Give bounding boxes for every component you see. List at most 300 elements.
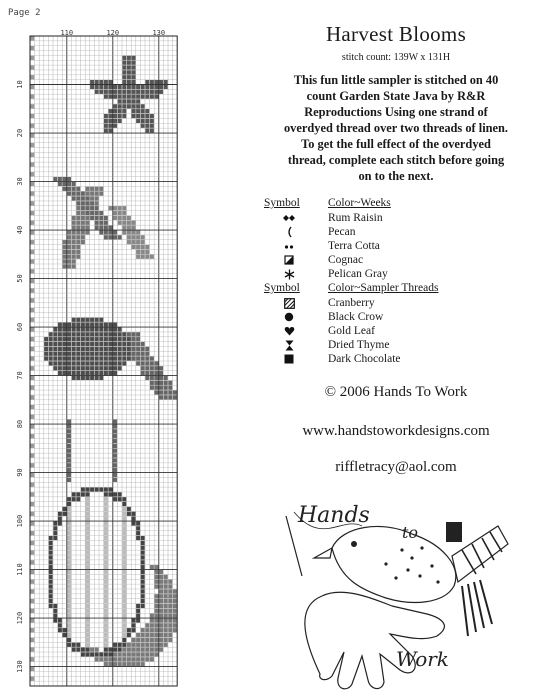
- chart-cell: [109, 662, 113, 666]
- chart-cell: [58, 623, 62, 627]
- chart-cell: [86, 318, 90, 322]
- chart-cell: [67, 638, 71, 642]
- chart-cell: [127, 352, 131, 356]
- chart-cell: [104, 497, 108, 501]
- chart-cell: [76, 221, 80, 225]
- chart-cell: [122, 657, 126, 661]
- chart-cell: [67, 478, 71, 482]
- chart-cell: [164, 614, 168, 618]
- chart-cell: [58, 327, 62, 331]
- chart-cell: [86, 614, 90, 618]
- chart-cell: [63, 352, 67, 356]
- chart-cell: [30, 201, 34, 205]
- chart-cell: [127, 85, 131, 89]
- chart-cell: [109, 230, 113, 234]
- chart-cell: [122, 104, 126, 108]
- chart-cell: [141, 662, 145, 666]
- chart-cell: [99, 361, 103, 365]
- chart-cell: [63, 259, 67, 263]
- chart-cell: [113, 211, 117, 215]
- chart-cell: [122, 536, 126, 540]
- website-link[interactable]: www.handstoworkdesigns.com: [302, 423, 490, 439]
- chart-cell: [118, 327, 122, 331]
- legend-color-header: Color~Sampler Threads: [328, 282, 439, 294]
- chart-cell: [99, 322, 103, 326]
- chart-cell: [118, 337, 122, 341]
- chart-cell: [30, 386, 34, 390]
- chart-cell: [95, 192, 99, 196]
- chart-cell: [104, 230, 108, 234]
- chart-cell: [118, 99, 122, 103]
- row-label: 30: [16, 177, 24, 186]
- chart-cell: [30, 473, 34, 477]
- chart-cell: [141, 347, 145, 351]
- chart-cell: [72, 647, 76, 651]
- chart-cell: [145, 647, 149, 651]
- chart-cell: [99, 327, 103, 331]
- chart-cell: [164, 575, 168, 579]
- chart-cell: [95, 371, 99, 375]
- chart-cell: [113, 104, 117, 108]
- chart-cell: [136, 526, 140, 530]
- chart-cell: [67, 468, 71, 472]
- chart-cell: [113, 342, 117, 346]
- chart-cell: [104, 80, 108, 84]
- chart-cell: [136, 609, 140, 613]
- legend-color-name: Gold Leaf: [328, 325, 375, 337]
- chart-cell: [136, 604, 140, 608]
- chart-cell: [95, 80, 99, 84]
- chart-cell: [30, 415, 34, 419]
- chart-cell: [159, 366, 163, 370]
- chart-cell: [113, 235, 117, 239]
- chart-cell: [118, 652, 122, 656]
- chart-cell: [118, 366, 122, 370]
- chart-cell: [145, 361, 149, 365]
- chart-cell: [49, 599, 53, 603]
- chart-cell: [63, 177, 67, 181]
- chart-cell: [72, 337, 76, 341]
- chart-cell: [30, 337, 34, 341]
- chart-cell: [136, 614, 140, 618]
- logo-word: Hands: [298, 503, 370, 528]
- chart-cell: [141, 575, 145, 579]
- chart-cell: [118, 492, 122, 496]
- chart-cell: [136, 109, 140, 113]
- chart-cell: [155, 614, 159, 618]
- chart-cell: [99, 352, 103, 356]
- chart-cell: [58, 342, 62, 346]
- chart-cell: [44, 356, 48, 360]
- chart-cell: [63, 245, 67, 249]
- chart-cell: [81, 206, 85, 210]
- chart-cell: [30, 162, 34, 166]
- chart-cell: [86, 580, 90, 584]
- chart-cell: [67, 565, 71, 569]
- legend-row: [264, 253, 530, 267]
- chart-cell: [86, 575, 90, 579]
- chart-cell: [122, 594, 126, 598]
- chart-cell: [67, 366, 71, 370]
- chart-cell: [67, 570, 71, 574]
- chart-cell: [173, 609, 177, 613]
- chart-cell: [53, 347, 57, 351]
- chart-cell: [81, 318, 85, 322]
- chart-cell: [90, 192, 94, 196]
- chart-cell: [67, 322, 71, 326]
- chart-cell: [132, 628, 136, 632]
- chart-cell: [76, 356, 80, 360]
- chart-cell: [132, 80, 136, 84]
- chart-cell: [145, 643, 149, 647]
- chart-cell: [30, 609, 34, 613]
- chart-cell: [141, 580, 145, 584]
- chart-cell: [67, 550, 71, 554]
- chart-cell: [109, 352, 113, 356]
- chart-cell: [122, 99, 126, 103]
- chart-cell: [132, 235, 136, 239]
- chart-cell: [90, 352, 94, 356]
- chart-cell: [104, 623, 108, 627]
- chart-cell: [30, 192, 34, 196]
- chart-cell: [136, 347, 140, 351]
- chart-cell: [132, 332, 136, 336]
- chart-cell: [67, 420, 71, 424]
- chart-cell: [67, 623, 71, 627]
- chart-cell: [49, 541, 53, 545]
- chart-cell: [132, 245, 136, 249]
- chart-cell: [67, 361, 71, 365]
- chart-cell: [58, 628, 62, 632]
- chart-cell: [58, 332, 62, 336]
- chart-cell: [30, 133, 34, 137]
- chart-cell: [72, 216, 76, 220]
- chart-cell: [122, 85, 126, 89]
- chart-cell: [72, 352, 76, 356]
- chart-cell: [30, 395, 34, 399]
- chart-cell: [173, 594, 177, 598]
- chart-cell: [104, 114, 108, 118]
- chart-cell: [81, 230, 85, 234]
- chart-cell: [104, 570, 108, 574]
- chart-cell: [145, 119, 149, 123]
- logo-word: Work: [396, 647, 449, 671]
- chart-cell: [141, 342, 145, 346]
- chart-cell: [53, 361, 57, 365]
- chart-cell: [150, 80, 154, 84]
- chart-cell: [49, 555, 53, 559]
- chart-cell: [104, 614, 108, 618]
- chart-cell: [118, 119, 122, 123]
- legend-color-name: Terra Cotta: [328, 240, 380, 252]
- chart-cell: [155, 638, 159, 642]
- chart-cell: [136, 633, 140, 637]
- chart-cell: [90, 347, 94, 351]
- chart-cell: [104, 541, 108, 545]
- chart-cell: [76, 361, 80, 365]
- chart-cell: [44, 337, 48, 341]
- chart-cell: [67, 424, 71, 428]
- chart-cell: [72, 245, 76, 249]
- chart-cell: [173, 614, 177, 618]
- chart-cell: [104, 492, 108, 496]
- chart-cell: [159, 390, 163, 394]
- chart-cell: [86, 376, 90, 380]
- chart-cell: [90, 332, 94, 336]
- chart-cell: [164, 381, 168, 385]
- chart-cell: [127, 337, 131, 341]
- chart-cell: [49, 594, 53, 598]
- chart-cell: [155, 381, 159, 385]
- chart-cell: [63, 187, 67, 191]
- chart-cell: [67, 560, 71, 564]
- chart-cell: [173, 599, 177, 603]
- chart-cell: [67, 628, 71, 632]
- chart-cell: [109, 327, 113, 331]
- chart-cell: [53, 609, 57, 613]
- chart-cell: [95, 487, 99, 491]
- chart-cell: [86, 342, 90, 346]
- chart-cell: [30, 221, 34, 225]
- chart-cell: [164, 604, 168, 608]
- chart-cell: [81, 487, 85, 491]
- chart-cell: [164, 643, 168, 647]
- chart-cell: [30, 453, 34, 457]
- chart-cell: [86, 187, 90, 191]
- chart-cell: [132, 657, 136, 661]
- chart-cell: [127, 216, 131, 220]
- chart-cell: [30, 434, 34, 438]
- chart-cell: [90, 196, 94, 200]
- chart-cell: [104, 531, 108, 535]
- chart-cell: [132, 638, 136, 642]
- chart-cell: [30, 211, 34, 215]
- chart-cell: [127, 65, 131, 69]
- chart-cell: [72, 347, 76, 351]
- chart-cell: [150, 376, 154, 380]
- chart-cell: [95, 187, 99, 191]
- chart-cell: [72, 361, 76, 365]
- chart-cell: [90, 327, 94, 331]
- chart-cell: [145, 371, 149, 375]
- chart-cell: [104, 216, 108, 220]
- chart-cell: [49, 352, 53, 356]
- chart-cell: [150, 614, 154, 618]
- chart-cell: [30, 347, 34, 351]
- chart-cell: [86, 531, 90, 535]
- chart-cell: [159, 594, 163, 598]
- chart-cell: [76, 643, 80, 647]
- chart-cell: [118, 211, 122, 215]
- chart-cell: [159, 604, 163, 608]
- chart-cell: [141, 366, 145, 370]
- chart-cell: [86, 192, 90, 196]
- chart-cell: [155, 584, 159, 588]
- chart-cell: [155, 570, 159, 574]
- chart-cell: [132, 65, 136, 69]
- chart-cell: [122, 356, 126, 360]
- legend-color-name: Pelican Gray: [328, 268, 388, 280]
- chart-cell: [30, 182, 34, 186]
- chart-cell: [118, 342, 122, 346]
- chart-cell: [99, 211, 103, 215]
- chart-cell: [86, 322, 90, 326]
- chart-cell: [136, 104, 140, 108]
- chart-cell: [53, 604, 57, 608]
- chart-cell: [145, 628, 149, 632]
- chart-cell: [122, 211, 126, 215]
- chart-cell: [113, 85, 117, 89]
- chart-cell: [76, 492, 80, 496]
- chart-cell: [141, 104, 145, 108]
- chart-cell: [145, 90, 149, 94]
- chart-cell: [67, 541, 71, 545]
- email-link[interactable]: riffletracy@aol.com: [335, 459, 457, 475]
- chart-cell: [113, 652, 117, 656]
- legend-color-name: Cranberry: [328, 297, 375, 309]
- chart-cell: [86, 560, 90, 564]
- chart-cell: [67, 643, 71, 647]
- chart-cell: [86, 618, 90, 622]
- chart-cell: [86, 536, 90, 540]
- chart-cell: [53, 342, 57, 346]
- chart-cell: [122, 541, 126, 545]
- chart-cell: [145, 356, 149, 360]
- chart-cell: [81, 322, 85, 326]
- chart-cell: [86, 502, 90, 506]
- chart-cell: [127, 75, 131, 79]
- chart-cell: [136, 342, 140, 346]
- chart-cell: [95, 206, 99, 210]
- copyright-notice: © 2006 Hands To Work: [324, 384, 468, 400]
- chart-cell: [155, 628, 159, 632]
- chart-cell: [127, 99, 131, 103]
- chart-cell: [150, 371, 154, 375]
- chart-cell: [67, 458, 71, 462]
- chart-cell: [104, 560, 108, 564]
- chart-cell: [150, 128, 154, 132]
- chart-cell: [155, 390, 159, 394]
- chart-cell: [132, 521, 136, 525]
- chart-cell: [76, 201, 80, 205]
- legend-color-name: Rum Raisin: [328, 212, 383, 224]
- page-number: Page 2: [8, 8, 41, 18]
- chart-cell: [141, 599, 145, 603]
- row-label: 80: [16, 419, 24, 429]
- chart-cell: [81, 366, 85, 370]
- chart-cell: [63, 264, 67, 268]
- chart-cell: [122, 580, 126, 584]
- chart-cell: [132, 109, 136, 113]
- chart-cell: [72, 327, 76, 331]
- chart-cell: [136, 657, 140, 661]
- chart-cell: [109, 80, 113, 84]
- chart-cell: [104, 580, 108, 584]
- column-label: 110: [60, 29, 74, 37]
- chart-cell: [127, 628, 131, 632]
- chart-cell: [72, 497, 76, 501]
- chart-cell: [72, 250, 76, 254]
- chart-cell: [136, 662, 140, 666]
- chart-cell: [104, 225, 108, 229]
- chart-cell: [99, 230, 103, 234]
- chart-cell: [53, 337, 57, 341]
- chart-cell: [90, 361, 94, 365]
- chart-cell: [122, 75, 126, 79]
- chart-cell: [155, 361, 159, 365]
- row-label: 90: [16, 468, 24, 477]
- chart-cell: [67, 618, 71, 622]
- chart-cell: [86, 492, 90, 496]
- chart-cell: [86, 565, 90, 569]
- chart-cell: [81, 337, 85, 341]
- chart-cell: [122, 337, 126, 341]
- chart-cell: [132, 647, 136, 651]
- chart-cell: [141, 643, 145, 647]
- chart-cell: [30, 647, 34, 651]
- chart-cell: [109, 90, 113, 94]
- chart-cell: [81, 352, 85, 356]
- chart-cell: [150, 356, 154, 360]
- chart-cell: [67, 599, 71, 603]
- chart-cell: [155, 565, 159, 569]
- chart-cell: [90, 85, 94, 89]
- chart-cell: [127, 512, 131, 516]
- chart-cell: [72, 259, 76, 263]
- chart-cell: [132, 230, 136, 234]
- legend-color-name: Black Crow: [328, 311, 384, 323]
- chart-cell: [127, 95, 131, 99]
- half-filled-square-icon: [264, 255, 328, 265]
- chart-cell: [104, 657, 108, 661]
- chart-cell: [122, 555, 126, 559]
- chart-cell: [118, 347, 122, 351]
- chart-cell: [118, 85, 122, 89]
- chart-cell: [122, 643, 126, 647]
- chart-cell: [132, 352, 136, 356]
- chart-cell: [136, 638, 140, 642]
- chart-cell: [81, 196, 85, 200]
- chart-cell: [104, 512, 108, 516]
- chart-cell: [76, 376, 80, 380]
- chart-cell: [173, 604, 177, 608]
- chart-cell: [44, 347, 48, 351]
- chart-cell: [104, 604, 108, 608]
- chart-cell: [118, 643, 122, 647]
- chart-cell: [141, 536, 145, 540]
- chart-cell: [72, 643, 76, 647]
- chart-cell: [90, 356, 94, 360]
- chart-cell: [113, 492, 117, 496]
- chart-cell: [104, 337, 108, 341]
- chart-cell: [113, 662, 117, 666]
- chart-cell: [122, 531, 126, 535]
- description-line: count Garden State Java by R&R: [306, 89, 486, 103]
- chart-cell: [173, 390, 177, 394]
- chart-cell: [49, 347, 53, 351]
- chart-cell: [63, 507, 67, 511]
- chart-cell: [99, 85, 103, 89]
- logo-word: to: [402, 523, 419, 542]
- chart-cell: [155, 580, 159, 584]
- chart-cell: [30, 75, 34, 79]
- chart-cell: [30, 512, 34, 516]
- chart-cell: [150, 386, 154, 390]
- chart-cell: [164, 633, 168, 637]
- chart-cell: [136, 235, 140, 239]
- asterisk-icon: [264, 269, 328, 280]
- chart-cell: [67, 584, 71, 588]
